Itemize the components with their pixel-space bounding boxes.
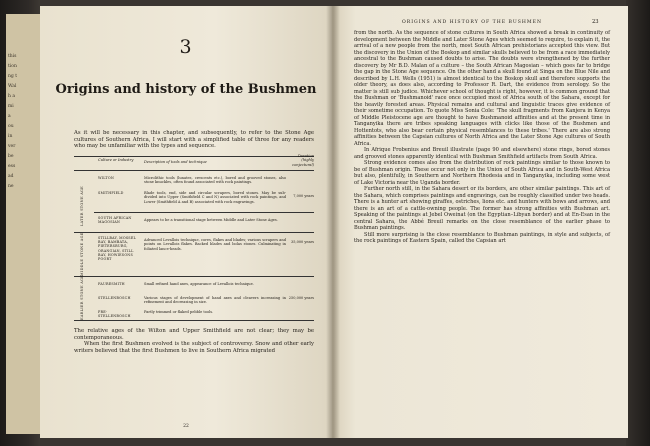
table-culture: SOUTH AFRICAN MAGOSIAN bbox=[98, 216, 132, 225]
table-description: Partly trimmed or flaked pebble tools. bbox=[144, 310, 214, 314]
edge-fragment: this bbox=[8, 54, 17, 59]
body-paragraph: In Afrique Frobenius and Breuil illustrate (page 90 and elsewhere) stone rings, bored stones and grooved stones apparently identical with Bushman Smithfield artifacts from South Africa. bbox=[354, 147, 610, 160]
table-header-rule bbox=[74, 170, 314, 171]
edge-fragment: h a bbox=[8, 94, 16, 99]
table-top-rule bbox=[74, 156, 314, 157]
chapter-title: Origins and history of the Bushmen bbox=[55, 82, 317, 97]
period-label-later: LATER STONE AGE bbox=[80, 185, 84, 226]
table-bottom-rule bbox=[74, 320, 314, 321]
table-header-culture: Culture or Industry bbox=[98, 158, 134, 162]
edge-fragment: tion bbox=[8, 64, 17, 69]
table-description: Blade tools, end, side and circular scrapers, bored stones. May be sub-divided into Upper (Smithfield C and N) associated with rock paintings, and Lower (Smithfield A and B) associated with rock engravings. bbox=[144, 191, 286, 204]
outro-text bbox=[74, 328, 314, 354]
outro-paragraph: When the first Bushmen evolved is the subject of controversy. Snow and other early writers believed that the first Bushmen to live in Southern Africa migrated bbox=[74, 341, 314, 354]
edge-fragment: mi bbox=[8, 104, 14, 109]
table-row-rule bbox=[74, 276, 314, 277]
table-date: 35,000 years bbox=[291, 240, 314, 244]
table-culture: PRE-STELLENBOSCH bbox=[98, 310, 131, 319]
edge-fragment: Wal bbox=[8, 84, 17, 89]
table-row-rule bbox=[94, 212, 314, 213]
table-header-date: Duration (highly conjectural) bbox=[292, 154, 314, 167]
edge-fragment: in bbox=[8, 134, 13, 139]
edge-fragment: ess bbox=[8, 164, 16, 169]
table-row-rule bbox=[74, 232, 314, 233]
table-description: Appears to be a transitional stage between Middle and Later Stone Ages. bbox=[144, 218, 278, 222]
edge-fragment: ng t bbox=[8, 74, 18, 79]
page-number-left: 22 bbox=[183, 424, 189, 429]
body-paragraph: Still more surprising is the close resemblance to Bushman paintings, in style and subjects, of the rock paintings of Eastern Spain, called the Capsian art bbox=[354, 231, 610, 244]
table-culture: WILTON bbox=[98, 176, 115, 180]
running-head: ORIGINS AND HISTORY OF THE BUSHMEN bbox=[401, 20, 542, 25]
edge-fragment: be bbox=[8, 154, 14, 159]
edge-fragment: ne bbox=[8, 184, 14, 189]
body-paragraph: from the north. As the sequence of stone cultures in South Africa showed a break in continuity of development between the Middle and Later Stone Ages which seemed to require, to explain it, the arrival of a new people from the north, most South African prehistorians accepted this view. But the discovery in the Union of the Boskop and similar skulls believed to be from a race immediately ancestral to the Bushman caused doubts to arise. The doubts were strengthened by the further discovery by Mr B.D. Malan of a culture – the South African Magosian – which goes far to bridge the gap in the Stone Age sequence. On the other hand a skull found at Singa on the Blue Nile and described by L.H. Wells (1951) is almost identical to the Boskop skull and therefore supports the older theory, as does also, according to Professor R. Dart, the evidence from serology. So the matter is still sub judice. Whichever school of thought is right, however, it is common ground that the Bushman or 'Bushmanoid' race once occupied most of Africa south of the Sahara, except for the heavily forested areas. Physical remains and cultural and linguistic traces give evidence of their sometime occupation. To quote Miss Sonia Cole: 'The skull fragments from Kanjera in Kenya of Middle Pleistocene age are thought to have Bushmanoid affinities and at the present time in Tanganyika there are tribes speaking languages with clicks like those of the Bushmen and Hottentots, who also bear certain physical resemblances to these tribes.' There are also strong affinities between the Capsian cultures of North Africa and the Later Stone Age cultures of South Africa. bbox=[354, 30, 610, 147]
table-date: 250,000 years bbox=[288, 296, 314, 300]
right-page bbox=[332, 6, 628, 438]
table-description: Small refined hand axes, appearance of Levallois technique. bbox=[144, 282, 254, 286]
body-paragraph: Strong evidence comes also from the distribution of rock paintings similar to those known to be of Bushman origin. These occur not only in the Union of South Africa and in South-West Africa but also, plentifully, in Southern and Northern Rhodesia and in Tanganyika, including some west of Lake Victoria near the Uganda border. bbox=[354, 160, 610, 186]
table-date: 7,000 years bbox=[293, 194, 314, 198]
table-description: Advanced Levallois technique, cores, flakes and blades; various scrapers and points on Levallois flakes. Backed blades and bolas stones. Culminating in foliated lance-heads. bbox=[144, 238, 286, 251]
book-cover-right bbox=[626, 0, 650, 446]
intro-paragraph: As it will be necessary in this chapter, and subsequently, to refer to the Stone Age cultures of Southern Africa, I will start with a simplified table of three for any readers who may be unfamiliar with the types and sequence. bbox=[74, 130, 314, 150]
left-page bbox=[40, 6, 332, 438]
table-description: Various stages of development of hand axes and cleavers increasing in refinement and decreasing in size. bbox=[144, 296, 286, 305]
book-gutter bbox=[326, 6, 340, 438]
period-label-earlier: EARLIER STONE AGE bbox=[80, 274, 84, 320]
outro-paragraph: The relative ages of the Wilton and Upper Smithfield are not clear; they may be contemporaneous. bbox=[74, 328, 314, 341]
edge-fragment: a bbox=[8, 114, 11, 119]
right-page-body bbox=[354, 30, 610, 245]
table-culture: SMITHFIELD bbox=[98, 191, 124, 195]
edge-fragment: ou bbox=[8, 124, 14, 129]
facing-page-edge bbox=[6, 14, 41, 434]
body-paragraph: Further north still, in the Sahara desert or its borders, are other similar paintings. This art of the Sahara, which comprises paintings and engravings, can be roughly classified under two heads. There is a hunter art showing giraffes, ostriches, lions etc. and hunters with bows and arrows, and there is an art of a cattle-owning people. The former has strong affinities with Bushman art. Speaking of the paintings at Jebel Oweinat (on the Egyptian–Libyan border) and at En-Esan in the central Sahara, the Abbé Breuil remarks on the close resemblance of the earlier phase to Bushman paintings. bbox=[354, 186, 610, 231]
page-number-right: 23 bbox=[592, 19, 599, 25]
table-culture: STELLENBOSCH bbox=[98, 296, 131, 300]
table-culture: FAURESMITH bbox=[98, 282, 125, 286]
table-culture: STILLBAY, MOSSEL BAY, BAMBATA, PIETERSBURG, ORANGIAN, STILL BAY, HOWIESONS POORT bbox=[98, 236, 136, 262]
chapter-number: 3 bbox=[179, 36, 193, 58]
edge-fragment: ver bbox=[8, 144, 16, 149]
edge-fragment: ad bbox=[8, 174, 14, 179]
period-label-middle: MIDDLE STONE AGE bbox=[80, 232, 84, 276]
table-description: Microlithic tools (lunates, crescents etc.), bored and grooved stones, also stone knuckles, often found associated with rock paintings. bbox=[144, 176, 286, 185]
table-header-description: Description of tools and technique bbox=[144, 160, 207, 164]
